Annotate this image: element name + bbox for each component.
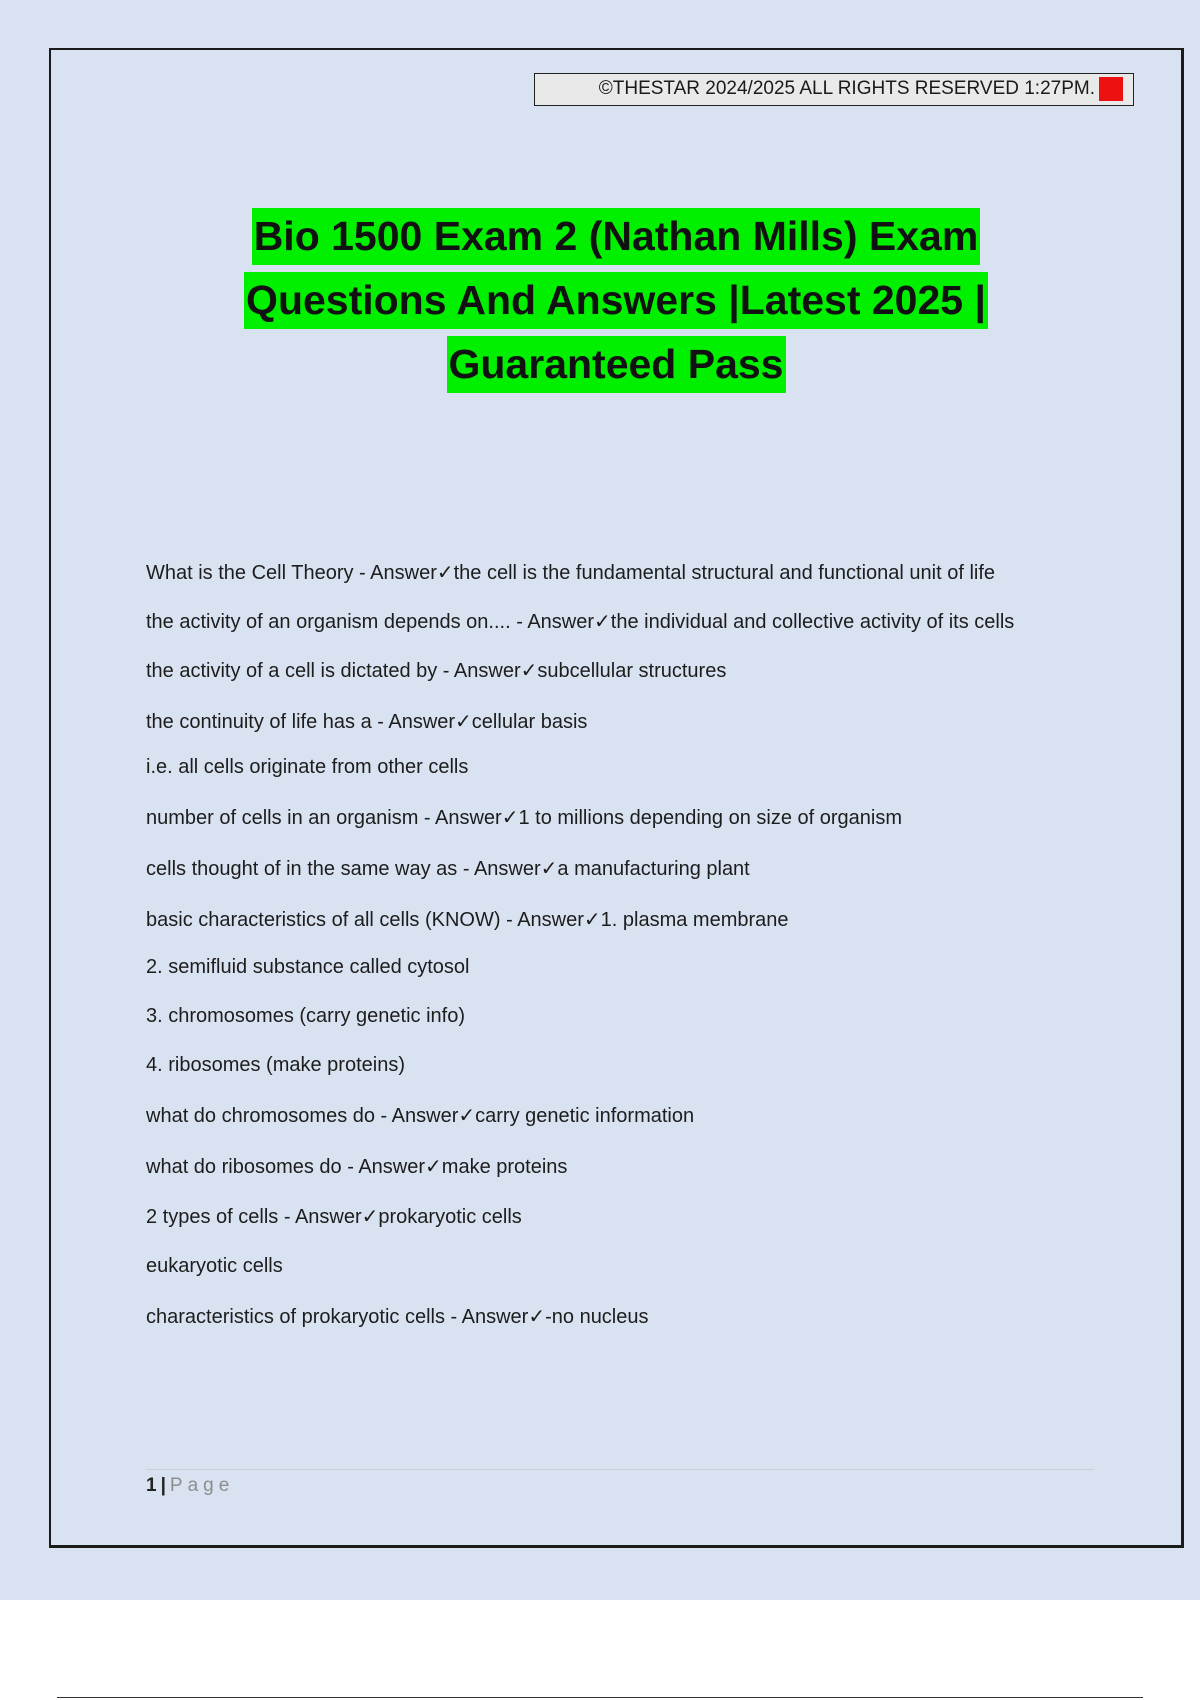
qa-item: What is the Cell Theory - Answer✓the cell is the fundamental structural and functional unit of life [146,562,996,584]
footer-separator: | [160,1475,166,1496]
qa-item: 2. semifluid substance called cytosol [146,956,470,978]
copyright-text: ©THESTAR 2024/2025 ALL RIGHTS RESERVED 1:27PM. [598,78,1095,99]
qa-item: eukaryotic cells [146,1255,283,1277]
qa-item: 2 types of cells - Answer✓prokaryotic cells [146,1206,522,1228]
qa-item: characteristics of prokaryotic cells - Answer✓-no nucleus [146,1306,649,1328]
qa-item: the activity of an organism depends on.... - Answer✓the individual and collective activity of its cells [146,611,1015,633]
copyright-header [534,73,1134,106]
qa-item: cells thought of in the same way as - Answer✓a manufacturing plant [146,858,750,880]
qa-item: the activity of a cell is dictated by - Answer✓subcellular structures [146,660,727,682]
bottom-divider [57,1697,1143,1698]
grade-badge: A+ [1099,77,1123,101]
qa-item: the continuity of life has a - Answer✓cellular basis [146,711,588,733]
qa-item: 3. chromosomes (carry genetic info) [146,1005,466,1027]
qa-item: what do ribosomes do - Answer✓make proteins [146,1156,568,1178]
qa-item: number of cells in an organism - Answer✓1 to millions depending on size of organism [146,807,903,829]
title-line-1: Bio 1500 Exam 2 (Nathan Mills) Exam [252,208,981,265]
qa-item: i.e. all cells originate from other cells [146,756,469,778]
qa-item: 4. ribosomes (make proteins) [146,1054,405,1076]
page-footer [146,1473,234,1499]
page-number: 1 [146,1475,157,1496]
document-title [120,208,1112,400]
page-label: Page [169,1475,235,1496]
title-line-3: Guaranteed Pass [447,336,786,393]
qa-list [146,558,1091,1333]
title-line-2: Questions And Answers |Latest 2025 | [244,272,988,329]
footer-divider [146,1469,1094,1470]
qa-item: what do chromosomes do - Answer✓carry genetic information [146,1105,695,1127]
qa-item: basic characteristics of all cells (KNOW) - Answer✓1. plasma membrane [146,909,789,931]
